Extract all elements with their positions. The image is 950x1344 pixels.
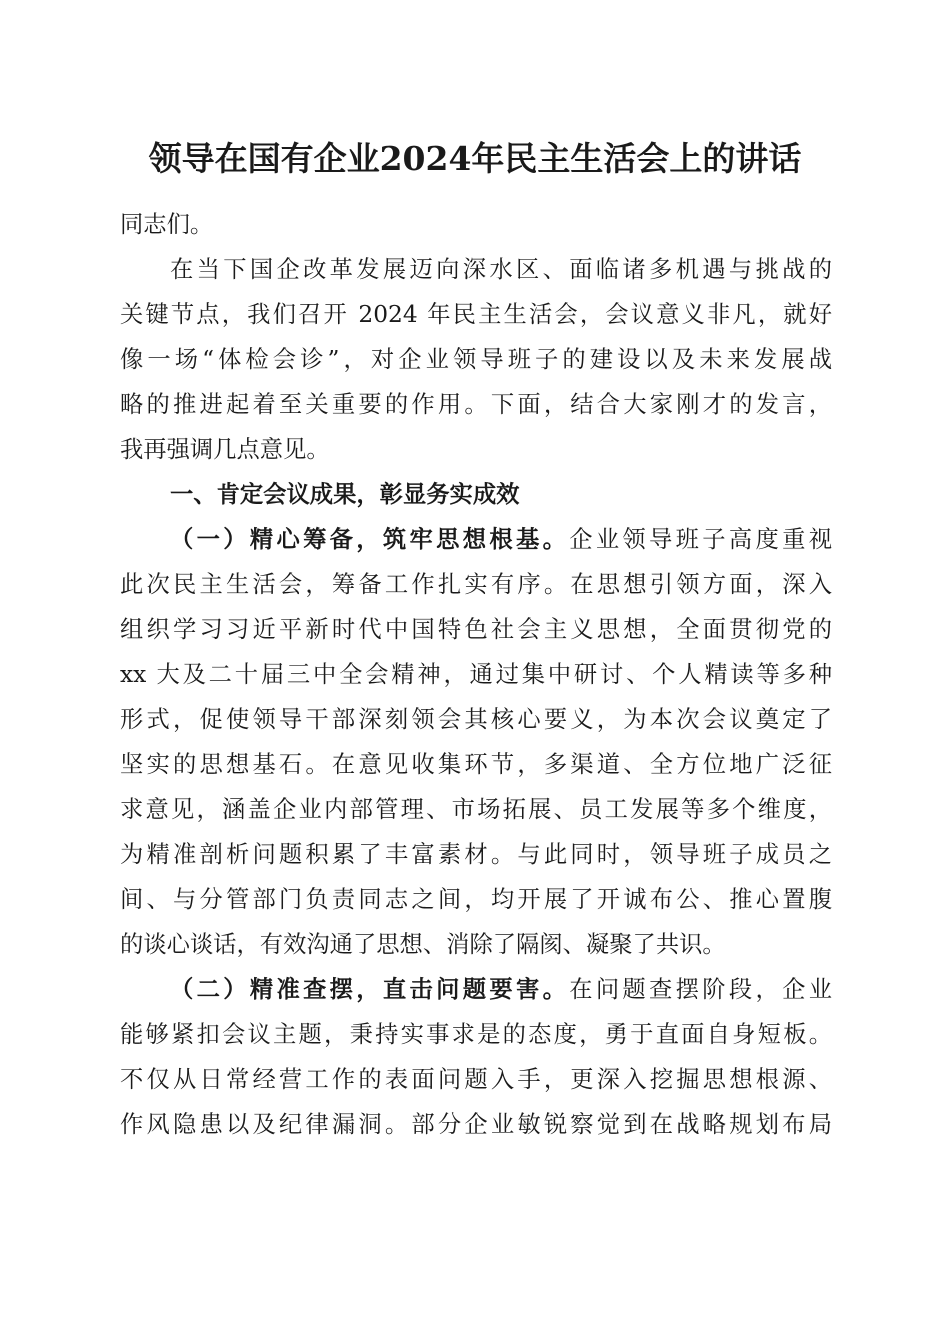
paragraph-text: 企业领导班子高度重视	[569, 526, 833, 553]
paragraph-line: 求意见，涵盖企业内部管理、市场拓展、员工发展等多个维度，	[120, 796, 832, 823]
paragraph-section-1-1	[120, 517, 832, 967]
paragraph-line: 不仅从日常经营工作的表面问题入手，更深入挖掘思想根源、	[120, 1066, 832, 1093]
paragraph-line: 的谈心谈话，有效沟通了思想、消除了隔阂、凝聚了共识。	[120, 931, 726, 958]
paragraph-intro	[120, 247, 832, 472]
document-body	[120, 202, 832, 1147]
subsection-lead: （二）精准查摆，直击问题要害。	[170, 976, 570, 1003]
paragraph-line: xx 大及二十届三中全会精神，通过集中研讨、个人精读等多种	[120, 661, 832, 688]
section-heading: 一、肯定会议成果，彰显务实成效	[170, 481, 520, 508]
paragraph-line: 像一场“体检会诊”，对企业领导班子的建设以及未来发展战	[120, 346, 832, 373]
paragraph-line: 略的推进起着至关重要的作用。下面，结合大家刚才的发言，	[120, 391, 832, 418]
paragraph-line: 我再强调几点意见。	[120, 436, 330, 463]
paragraph-line: 在当下国企改革发展迈向深水区、面临诸多机遇与挑战的	[170, 256, 832, 283]
paragraph-line: 此次民主生活会，筹备工作扎实有序。在思想引领方面，深入	[120, 571, 832, 598]
paragraph-line: 作风隐患以及纪律漏洞。部分企业敏锐察觉到在战略规划布局	[120, 1111, 832, 1138]
paragraph-text: 在问题查摆阶段，企业	[569, 976, 833, 1003]
paragraph-line: 间、与分管部门负责同志之间，均开展了开诚布公、推心置腹	[120, 886, 832, 913]
document-title: 领导在国有企业2024年民主生活会上的讲话	[148, 139, 802, 178]
paragraph-line: 坚实的思想基石。在意见收集环节，多渠道、全方位地广泛征	[120, 751, 832, 778]
paragraph-line: 关键节点，我们召开 2024 年民主生活会，会议意义非凡，就好	[120, 301, 832, 328]
subsection-lead: （一）精心筹备，筑牢思想根基。	[170, 526, 570, 553]
paragraph-first-line	[120, 967, 832, 1012]
paragraph-line: 组织学习习近平新时代中国特色社会主义思想，全面贯彻党的	[120, 616, 832, 643]
paragraph-line: 能够紧扣会议主题，秉持实事求是的态度，勇于直面自身短板。	[120, 1021, 832, 1048]
paragraph-first-line	[120, 517, 832, 562]
paragraph-line: 为精准剖析问题积累了丰富素材。与此同时，领导班子成员之	[120, 841, 832, 868]
paragraph-line: 形式，促使领导干部深刻领会其核心要义，为本次会议奠定了	[120, 706, 832, 733]
salutation: 同志们。	[120, 211, 214, 238]
paragraph-section-1-2	[120, 967, 832, 1147]
